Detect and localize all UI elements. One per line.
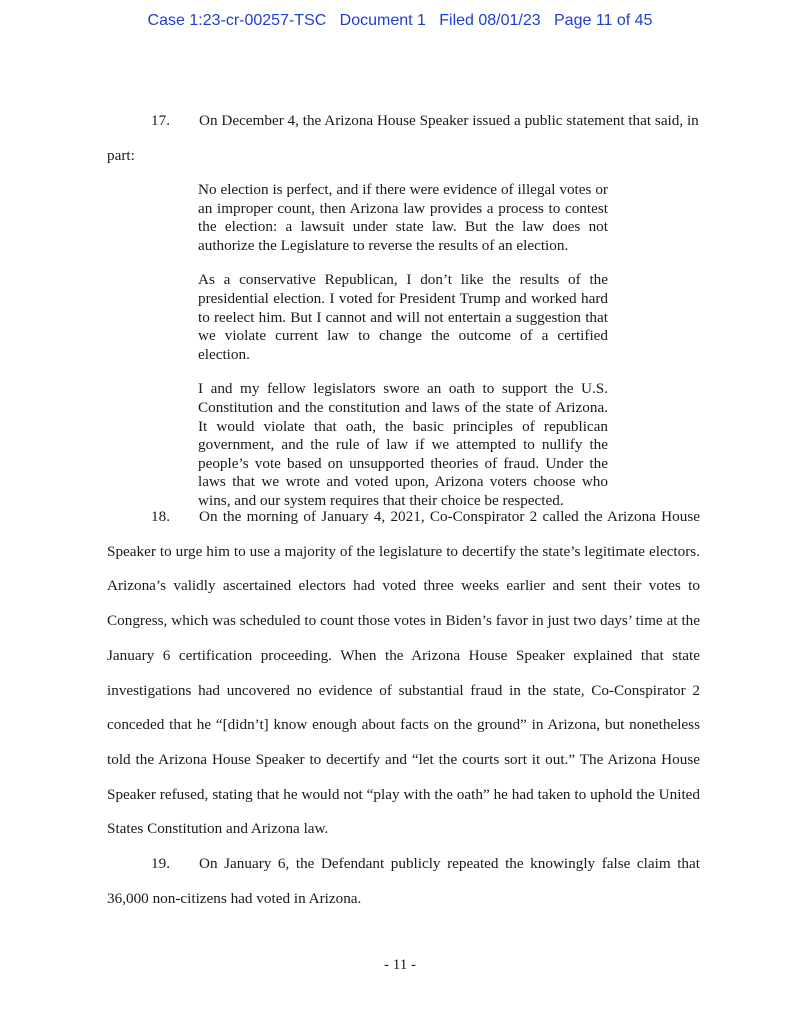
- quote-paragraph: I and my fellow legislators swore an oath to support the U.S. Constitution and the constitution and laws of the state of Arizona. It would violate that oath, the basic principles of republican government, and the rule of law if we attempted to nullify the people’s vote based on unsupported theories of fraud. Under the laws that we wrote and voted upon, Arizona voters choose who wins, and our system requires that their choice be respected.: [198, 380, 608, 509]
- paragraph-number: 19.: [151, 855, 170, 872]
- page-number: - 11 -: [384, 957, 416, 973]
- paragraph-text: On the morning of January 4, 2021, Co-Conspirator 2 called the Arizona House Speaker to urge him to use a majority of the legislature to decertify the state’s legitimate electors. Arizona’s validly ascertained electors had voted three weeks earlier and sent their votes to Congress, which was scheduled to count those votes in Biden’s favor in just two days’ time at the January 6 certification proceeding. When the Arizona House Speaker explained that state investigations had uncovered no evidence of substantial fraud in the state, Co-Conspirator 2 conceded that he “[didn’t] know enough about facts on the ground” in Arizona, but nonetheless told the Arizona House Speaker to decertify and “let the courts sort it out.” The Arizona House Speaker refused, stating that he would not “play with the oath” he had taken to uphold the United States Constitution and Arizona law.: [107, 508, 700, 838]
- filed-date: Filed 08/01/23: [439, 12, 541, 29]
- paragraph-18: [107, 500, 700, 847]
- case-number: Case 1:23-cr-00257-TSC: [147, 12, 327, 29]
- quote-paragraph: As a conservative Republican, I don’t like the results of the presidential election. I voted for President Trump and worked hard to reelect him. But I cannot and will not entertain a suggestion that we violate current law to change the outcome of a certified election.: [198, 271, 608, 363]
- block-quote: [198, 181, 608, 527]
- document-number: Document 1: [339, 12, 426, 29]
- paragraph-number: 17.: [151, 112, 170, 129]
- case-header: [0, 12, 800, 30]
- page-of-total: Page 11 of 45: [554, 12, 653, 29]
- paragraph-text: On December 4, the Arizona House Speaker issued a public statement that said, in: [199, 112, 699, 129]
- quote-paragraph: No election is perfect, and if there were evidence of illegal votes or an improper count, then Arizona law provides a process to contest the election: a lawsuit under state law. But the law does not authorize the Legislature to reverse the results of an election.: [198, 181, 608, 254]
- paragraph-text-continuation: part:: [107, 146, 135, 164]
- paragraph-19: [107, 847, 700, 916]
- paragraph-text: On January 6, the Defendant publicly repeated the knowingly false claim that 36,000 non-citizens had voted in Arizona.: [107, 855, 700, 907]
- paragraph-17: [107, 104, 700, 173]
- paragraph-number: 18.: [151, 508, 170, 525]
